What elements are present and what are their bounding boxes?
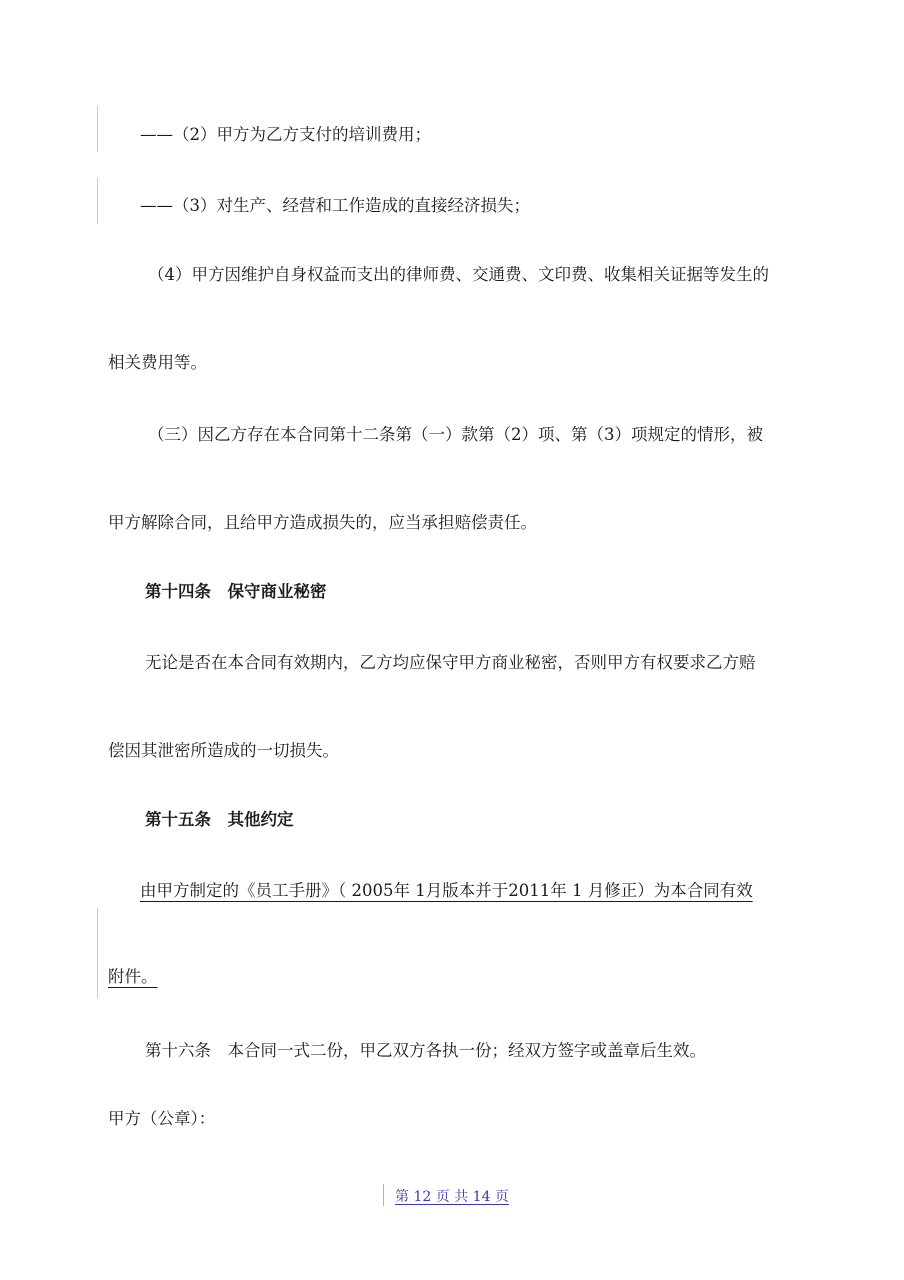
paragraph-termination-cont: 甲方解除合同，且给甲方造成损失的，应当承担赔偿责任。: [108, 513, 537, 532]
list-item-legal-fees-cont: 相关费用等。: [108, 353, 207, 372]
paragraph-handbook: 由甲方制定的《员工手册》（ 2005年 1月版本并于2011年 1 月修正）为本合同有效: [140, 881, 753, 900]
margin-marker: [97, 178, 98, 224]
list-item-direct-loss: ——（3）对生产、经营和工作造成的直接经济损失；: [140, 196, 530, 215]
paragraph-confidentiality-cont: 偿因其泄密所造成的一切损失。: [108, 741, 339, 760]
paragraph-handbook-cont: 附件。: [108, 967, 158, 986]
margin-marker: [97, 908, 98, 998]
list-item-legal-fees: （4）甲方因维护自身权益而支出的律师费、交通费、文印费、收集相关证据等发生的: [148, 265, 769, 284]
paragraph-termination: （三）因乙方存在本合同第十二条第（一）款第（2）项、第（3）项规定的情形，被: [148, 425, 763, 444]
article-16-paragraph: 第十六条 本合同一式二份，甲乙双方各执一份；经双方签字或盖章后生效。: [145, 1041, 706, 1060]
paragraph-confidentiality: 无论是否在本合同有效期内，乙方均应保守甲方商业秘密，否则甲方有权要求乙方赔: [145, 653, 756, 672]
article-14-heading: 第十四条 保守商业秘密: [145, 582, 327, 601]
article-15-heading: 第十五条 其他约定: [145, 810, 294, 829]
page-number-label: 第 12 页 共 14 页: [395, 1189, 509, 1205]
margin-marker: [97, 106, 98, 152]
party-a-seal-label: 甲方（公章）：: [108, 1109, 216, 1128]
list-item-training-fee: ——（2）甲方为乙方支付的培训费用；: [140, 125, 431, 144]
page-footer: [0, 1186, 904, 1206]
